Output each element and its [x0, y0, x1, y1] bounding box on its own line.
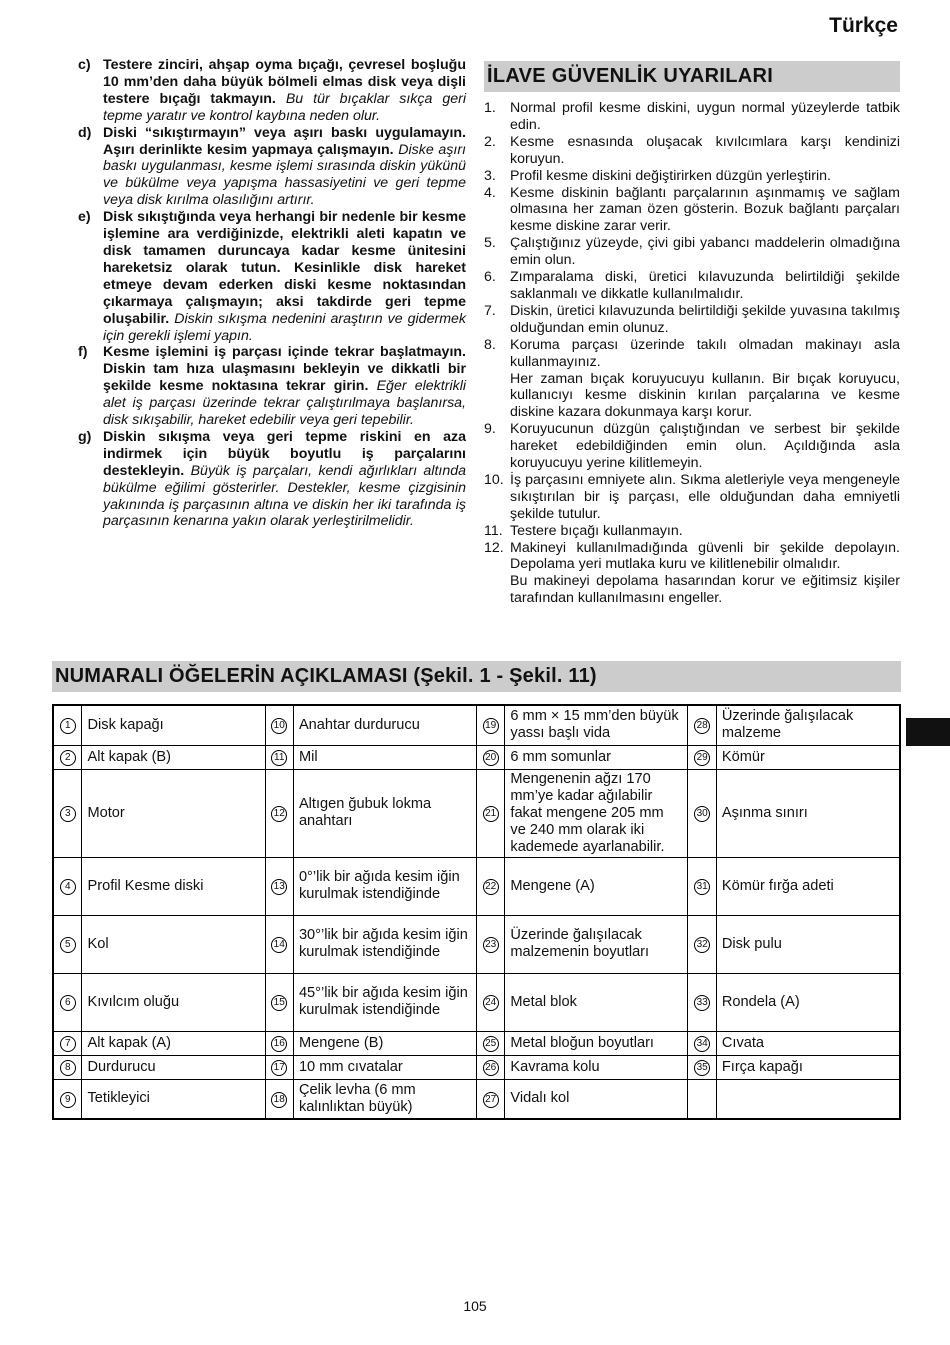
- part-description-cell: Rondela (A): [716, 973, 900, 1031]
- part-number-circle: 28: [694, 718, 710, 734]
- safety-rule-label: g): [78, 428, 92, 445]
- part-number-circle: 20: [483, 750, 499, 766]
- part-description-cell: 0°’lik bir ağıda kesim iğin kurulmak istendiğinde: [293, 857, 476, 915]
- additional-safety-item: [484, 540, 900, 608]
- part-number-circle: 33: [694, 995, 710, 1011]
- part-description-cell: Disk pulu: [716, 915, 900, 973]
- additional-safety-text-block: [510, 523, 900, 540]
- safety-rule-item: [78, 344, 466, 429]
- part-number-circle: 29: [694, 750, 710, 766]
- part-description-cell: Kavrama kolu: [505, 1055, 688, 1079]
- part-description-cell: Kömür: [716, 745, 900, 769]
- additional-safety-text: Koruma parçası üzerinde takılı olmadan makinayı asla kullanmayınız.: [510, 336, 900, 370]
- safety-rule-text: [103, 125, 466, 210]
- additional-safety-number: 6.: [484, 269, 496, 286]
- part-number-cell: [688, 769, 716, 857]
- part-description-cell: Kömür fırğa adeti: [716, 857, 900, 915]
- part-number-cell: [688, 1079, 716, 1119]
- part-number-circle: 34: [694, 1036, 710, 1052]
- additional-safety-number: 11.: [484, 522, 503, 539]
- additional-safety-item: [484, 269, 900, 303]
- part-number-cell: [476, 915, 504, 973]
- part-number-cell: [265, 1079, 293, 1119]
- additional-safety-text: Koruyucunun düzgün çalıştığından ve serbest bir şekilde hareket edebildiğinden emin olun. Açıldığında asla koruyucuyu yerine kilitlemeyin.: [510, 421, 900, 472]
- safety-rule-text: [103, 57, 466, 125]
- safety-rule-italic-text: Büyük iş parçaları, kendi ağırlıkları altında bükülme eğilimi gösterirler. Destekler, kesme çizgisinin yakınında iş parçasının altına ve diskin her iki tarafında iş parçasının kenarına yakın olarak yerleştirilmelidir.: [103, 462, 466, 530]
- additional-safety-item: [484, 337, 900, 422]
- part-description-cell: 6 mm somunlar: [505, 745, 688, 769]
- language-label: Türkçe: [829, 14, 898, 37]
- parts-table-row: [53, 769, 900, 857]
- part-number-circle: 3: [60, 806, 76, 822]
- part-number-circle: 7: [60, 1036, 76, 1052]
- additional-safety-section: [484, 61, 900, 607]
- part-description-cell: Durdurucu: [82, 1055, 265, 1079]
- additional-safety-heading: İLAVE GÜVENLİK UYARILARI: [484, 61, 900, 92]
- part-description-cell: Metal bloğun boyutları: [505, 1031, 688, 1055]
- safety-rule-bold-text: Disk sıkıştığında veya herhangi bir nedenle bir kesme işlemine ara verdiğinizde, elektrikli aleti kapatın ve disk tamamen duruncaya kadar kesme ünitesini hareketsiz olarak tutun. Kesinlikle disk hareket etmeye devam ederken diski kesme noktasından çıkarmaya çalışmayın; aksi takdirde geri tepme oluşabilir.: [103, 209, 466, 327]
- part-number-cell: [53, 857, 82, 915]
- additional-safety-text: Testere bıçağı kullanmayın.: [510, 522, 683, 539]
- part-number-circle: 2: [60, 750, 76, 766]
- part-description-cell: Alt kapak (A): [82, 1031, 265, 1055]
- additional-safety-number: 4.: [484, 184, 496, 201]
- part-number-cell: [476, 745, 504, 769]
- part-description-cell: Alt kapak (B): [82, 745, 265, 769]
- part-description-cell: Kıvılcım oluğu: [82, 973, 265, 1031]
- additional-safety-list: [484, 100, 900, 607]
- part-description-cell: Mengene (B): [293, 1031, 476, 1055]
- additional-safety-number: 3.: [484, 167, 496, 184]
- part-description-cell: Cıvata: [716, 1031, 900, 1055]
- additional-safety-text-block: [510, 134, 900, 168]
- part-number-circle: 14: [271, 937, 287, 953]
- section-tab-marker: [906, 718, 950, 746]
- parts-table-row: [53, 857, 900, 915]
- part-number-circle: 21: [483, 806, 499, 822]
- additional-safety-text-block: [510, 168, 900, 185]
- additional-safety-text: Makineyi kullanılmadığında güvenli bir şekilde depolayın. Depolama yeri mutlaka kuru ve kilitlenebilir olmalıdır.: [510, 539, 900, 573]
- part-description-cell: Aşınma sınırı: [716, 769, 900, 857]
- additional-safety-text-block: [510, 235, 900, 269]
- additional-safety-text: Çalıştığınız yüzeyde, çivi gibi yabancı maddelerin olmadığına emin olun.: [510, 235, 900, 269]
- additional-safety-item: [484, 100, 900, 134]
- parts-table-row: [53, 973, 900, 1031]
- safety-rule-item: [78, 125, 466, 210]
- safety-rule-text: [103, 429, 466, 530]
- part-description-cell: Kol: [82, 915, 265, 973]
- part-description-cell: Altıgen ğubuk lokma anahtarı: [293, 769, 476, 857]
- additional-safety-number: 5.: [484, 235, 496, 252]
- part-number-circle: 17: [271, 1060, 287, 1076]
- additional-safety-number: 12.: [484, 539, 504, 556]
- safety-rule-label: c): [78, 57, 91, 73]
- part-number-circle: 5: [60, 937, 76, 953]
- part-number-cell: [265, 857, 293, 915]
- part-description-cell: 6 mm × 15 mm’den büyük yassı başlı vida: [505, 705, 688, 745]
- safety-rule-text: [103, 344, 466, 429]
- part-number-circle: 12: [271, 806, 287, 822]
- additional-safety-text: Kesme esnasında oluşacak kıvılcımlara karşı kendinizi koruyun.: [510, 133, 900, 167]
- additional-safety-text: Kesme diskinin bağlantı parçalarının aşınmamış ve sağlam olmasına her zaman özen gösterin. Bozuk bağlantı parçaları kesme diskine zarar verir.: [510, 184, 900, 235]
- part-description-cell: Mengenenin ağzı 170 mm’ye kadar ağılabilir fakat mengene 205 mm ve 240 mm olarak iki kademede ayarlanabilir.: [505, 769, 688, 857]
- additional-safety-item: [484, 134, 900, 168]
- safety-list-continued: [78, 57, 466, 530]
- part-description-cell: Profil Kesme diski: [82, 857, 265, 915]
- part-number-cell: [688, 915, 716, 973]
- part-number-cell: [53, 1031, 82, 1055]
- safety-rule-italic-text: Diskin sıkışma nedenini araştırın ve gidermek için gerekli işlemi yapın.: [103, 310, 466, 344]
- additional-safety-number: 2.: [484, 133, 496, 150]
- part-number-circle: 30: [694, 806, 710, 822]
- safety-rule-bold-text: Diski “sıkıştırmayın” veya aşırı baskı uygulamayın. Aşırı derinlikte kesim yapmaya çalışmayın.: [103, 124, 466, 158]
- part-number-cell: [53, 745, 82, 769]
- part-number-cell: [53, 705, 82, 745]
- part-number-cell: [476, 705, 504, 745]
- part-description-cell: Motor: [82, 769, 265, 857]
- part-description-cell: Metal blok: [505, 973, 688, 1031]
- safety-rule-bold-text: Diskin sıkışma veya geri tepme riskini en aza indirmek için büyük boyutlu iş parçalarını destekleyin.: [103, 428, 466, 479]
- additional-safety-item: [484, 235, 900, 269]
- safety-rule-italic-text: Diske aşırı baskı uygulanması, kesme işlemi sırasında diskin yükünü ve bükülme veya yapışma hassasiyetini ve geri tepme veya disk kırılma olasılığını artırır.: [103, 141, 466, 209]
- part-number-circle: 26: [483, 1060, 499, 1076]
- safety-rule-label: f): [78, 344, 88, 361]
- additional-safety-number: 10.: [484, 471, 504, 488]
- part-number-cell: [265, 745, 293, 769]
- part-description-cell: Mil: [293, 745, 476, 769]
- part-description-cell: Fırça kapağı: [716, 1055, 900, 1079]
- additional-safety-text: Normal profil kesme diskini, uygun normal yüzeylerde tatbik edin.: [510, 100, 900, 133]
- additional-safety-text-block: [510, 269, 900, 303]
- safety-rule-italic-text: Eğer elektrikli alet iş parçası üzerinde tekrar çalıştırılmaya başlanırsa, disk sıkışabilir, hareket edebilir veya geri tepebilir.: [103, 378, 466, 429]
- part-number-cell: [476, 857, 504, 915]
- part-number-circle: 27: [483, 1092, 499, 1108]
- part-number-cell: [53, 769, 82, 857]
- additional-safety-number: 7.: [484, 302, 496, 319]
- additional-safety-item: [484, 472, 900, 523]
- additional-safety-text-block: [510, 337, 900, 422]
- part-number-cell: [476, 1055, 504, 1079]
- part-number-cell: [53, 915, 82, 973]
- parts-table-row: [53, 1055, 900, 1079]
- part-description-cell: Üzerinde ğalışılacak malzemenin boyutları: [505, 915, 688, 973]
- part-number-cell: [476, 1079, 504, 1119]
- part-number-cell: [476, 769, 504, 857]
- part-number-circle: 6: [60, 995, 76, 1011]
- part-number-circle: 18: [271, 1092, 287, 1108]
- safety-rule-label: e): [78, 209, 91, 226]
- part-number-cell: [688, 745, 716, 769]
- part-number-cell: [53, 1079, 82, 1119]
- part-number-circle: 1: [60, 718, 76, 734]
- part-number-circle: 13: [271, 879, 287, 895]
- additional-safety-item: [484, 185, 900, 236]
- safety-rule-label: d): [78, 124, 92, 141]
- parts-legend-heading: NUMARALI ÖĞELERİN AÇIKLAMASI (Şekil. 1 - Şekil. 11): [52, 661, 901, 692]
- part-number-cell: [53, 973, 82, 1031]
- safety-rule-item: [78, 429, 466, 530]
- part-description-cell: Disk kapağı: [82, 705, 265, 745]
- part-number-cell: [265, 769, 293, 857]
- additional-safety-text-block: [510, 540, 900, 608]
- part-number-circle: 8: [60, 1060, 76, 1076]
- page-number: 105: [463, 1298, 487, 1314]
- part-number-cell: [265, 915, 293, 973]
- additional-safety-note: Her zaman bıçak koruyucuyu kullanın. Bir bıçak koruyucu, kullanıcıyı kesme diskinin kırılan parçalarına ve kesme diskine kazara dokunmaya karşı korur.: [510, 370, 900, 421]
- additional-safety-text-block: [510, 303, 900, 337]
- part-number-circle: 22: [483, 879, 499, 895]
- additional-safety-item: [484, 421, 900, 472]
- part-description-cell: Vidalı kol: [505, 1079, 688, 1119]
- additional-safety-text-block: [510, 100, 900, 134]
- safety-rule-italic-text: Bu tür bıçaklar sıkça geri tepme yaratır ve kontrol kaybına neden olur.: [103, 90, 466, 124]
- part-description-cell: 45°’lik bir ağıda kesim iğin kurulmak istendiğinde: [293, 973, 476, 1031]
- additional-safety-text: Profil kesme diskini değiştirirken düzgün yerleştirin.: [510, 167, 831, 184]
- safety-rule-item: [78, 57, 466, 125]
- part-number-cell: [53, 1055, 82, 1079]
- part-number-cell: [265, 705, 293, 745]
- part-number-circle: 32: [694, 937, 710, 953]
- part-description-cell: [716, 1079, 900, 1119]
- parts-legend-table: [52, 704, 901, 1120]
- safety-rule-item: [78, 209, 466, 344]
- part-number-circle: 9: [60, 1092, 76, 1108]
- part-number-circle: 11: [271, 750, 287, 766]
- part-number-circle: 25: [483, 1036, 499, 1052]
- part-number-circle: 10: [271, 718, 287, 734]
- additional-safety-text: İş parçasını emniyete alın. Sıkma aletleriyle veya mengeneyle sıkıştırılan bir iş parçası, elle olduğundan daha emniyetli şekilde tutulur.: [510, 471, 900, 522]
- additional-safety-text: Zımparalama diski, üretici kılavuzunda belirtildiği şekilde saklanmalı ve dikkatle kullanılmalıdır.: [510, 269, 900, 302]
- additional-safety-number: 8.: [484, 336, 496, 353]
- part-number-circle: 24: [483, 995, 499, 1011]
- part-number-circle: 16: [271, 1036, 287, 1052]
- additional-safety-item: [484, 303, 900, 337]
- additional-safety-number: 9.: [484, 421, 496, 438]
- parts-table-row: [53, 1079, 900, 1119]
- part-number-cell: [688, 973, 716, 1031]
- part-number-circle: 35: [694, 1060, 710, 1076]
- additional-safety-text-block: [510, 421, 900, 472]
- part-number-cell: [688, 705, 716, 745]
- part-description-cell: 10 mm cıvatalar: [293, 1055, 476, 1079]
- additional-safety-text-block: [510, 185, 900, 236]
- safety-rule-text: [103, 209, 466, 344]
- part-number-cell: [476, 1031, 504, 1055]
- part-number-cell: [688, 857, 716, 915]
- part-description-cell: 30°’lik bir ağıda kesim iğin kurulmak istendiğinde: [293, 915, 476, 973]
- safety-rule-bold-text: Testere zinciri, ahşap oyma bıçağı, çevresel boşluğu 10 mm’den daha büyük bölmeli elmas disk veya dişli testere bıçağı takmayın.: [103, 57, 466, 107]
- parts-table-row: [53, 745, 900, 769]
- safety-rule-bold-text: Kesme işlemini iş parçası içinde tekrar başlatmayın. Diskin tam hıza ulaşmasını bekleyin ve dikkatli bir şekilde kesme noktasına tekrar girin.: [103, 344, 466, 395]
- part-number-circle: 23: [483, 937, 499, 953]
- part-number-cell: [688, 1055, 716, 1079]
- part-number-cell: [265, 1031, 293, 1055]
- additional-safety-item: [484, 168, 900, 185]
- part-number-cell: [265, 1055, 293, 1079]
- part-description-cell: Tetikleyici: [82, 1079, 265, 1119]
- additional-safety-number: 1.: [484, 100, 496, 116]
- part-number-circle: 19: [483, 718, 499, 734]
- part-number-circle: 4: [60, 879, 76, 895]
- part-description-cell: Anahtar durdurucu: [293, 705, 476, 745]
- parts-table-row: [53, 915, 900, 973]
- parts-table-row: [53, 705, 900, 745]
- additional-safety-item: [484, 523, 900, 540]
- part-number-cell: [476, 973, 504, 1031]
- additional-safety-text: Diskin, üretici kılavuzunda belirtildiği şekilde yuvasına takılmış olduğundan emin olunuz.: [510, 302, 900, 336]
- part-number-circle: 31: [694, 879, 710, 895]
- part-description-cell: Çelik levha (6 mm kalınlıktan büyük): [293, 1079, 476, 1119]
- parts-table-row: [53, 1031, 900, 1055]
- additional-safety-note: Bu makineyi depolama hasarından korur ve eğitimsiz kişiler tarafından kullanılmasını engeller.: [510, 573, 900, 607]
- part-description-cell: Mengene (A): [505, 857, 688, 915]
- part-number-circle: 15: [271, 995, 287, 1011]
- part-number-cell: [688, 1031, 716, 1055]
- part-description-cell: Üzerinde ğalışılacak malzeme: [716, 705, 900, 745]
- part-number-cell: [265, 973, 293, 1031]
- additional-safety-text-block: [510, 472, 900, 523]
